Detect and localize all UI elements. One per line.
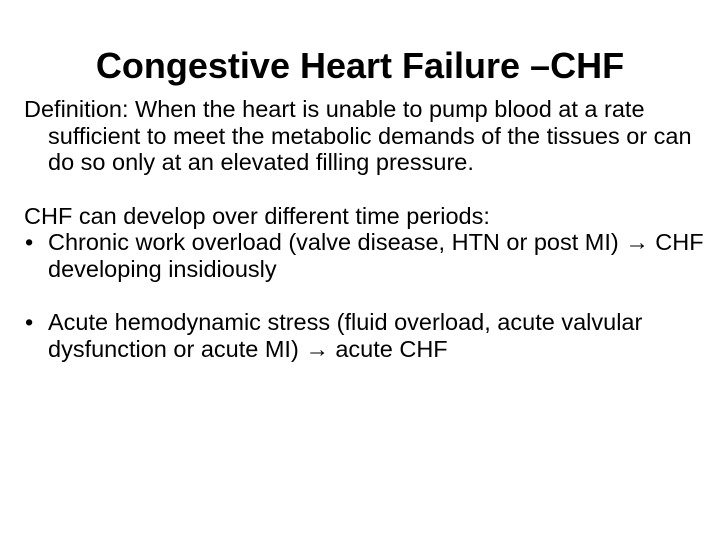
spacer bbox=[24, 282, 704, 309]
bullet-text-after: acute CHF bbox=[335, 335, 448, 362]
slide-title: Congestive Heart Failure –CHF bbox=[95, 45, 625, 86]
bullet-item-chronic bbox=[24, 229, 704, 282]
subheading-text: CHF can develop over different time periods: bbox=[24, 202, 490, 229]
slide-body bbox=[24, 96, 704, 362]
bullet-text-before: Chronic work overload (valve disease, HTN or post MI) bbox=[48, 229, 619, 255]
definition-text: Definition: When the heart is unable to pump blood at a rate sufficient to meet the metabolic demands of the tissues or can do so only at an elevated filling pressure. bbox=[24, 96, 692, 175]
right-arrow-icon: → bbox=[625, 229, 649, 255]
bullet-text-before: Acute hemodynamic stress (fluid overload, acute valvular dysfunction or acute MI) bbox=[48, 309, 643, 362]
bullet-text-after: CHF developing insidiously bbox=[48, 229, 704, 282]
bullet-item-acute bbox=[24, 309, 704, 362]
spacer bbox=[24, 176, 704, 203]
right-arrow-icon: → bbox=[305, 335, 329, 362]
bullet-marker: • bbox=[25, 229, 34, 255]
bullet-marker: • bbox=[25, 309, 34, 335]
